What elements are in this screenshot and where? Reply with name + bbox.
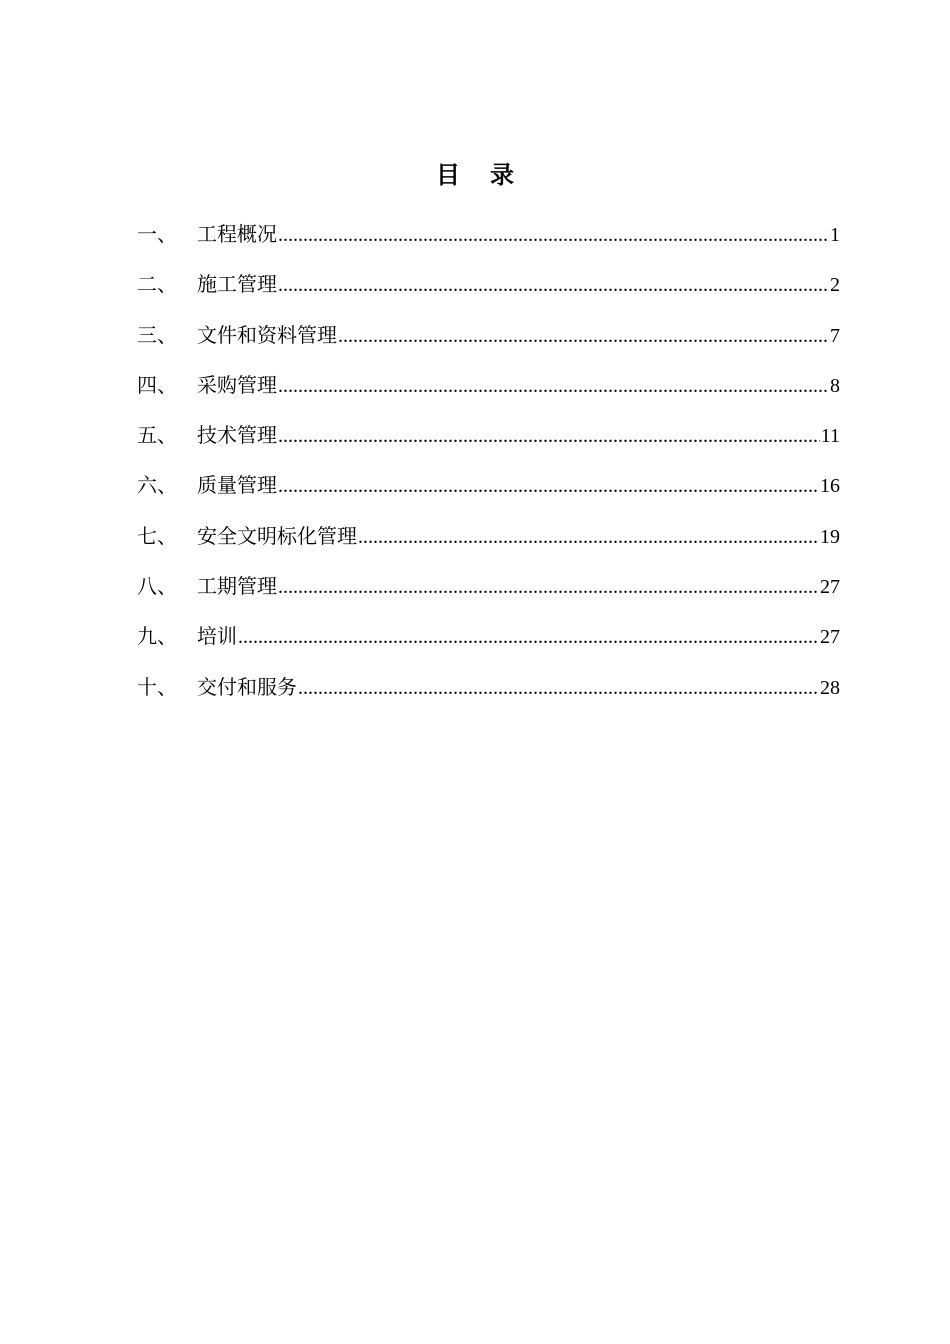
toc-entry-title: 质量管理 bbox=[197, 475, 277, 498]
toc-entry-8[interactable] bbox=[137, 570, 840, 620]
toc-list bbox=[137, 218, 840, 721]
toc-title-char-1: 目 bbox=[436, 163, 460, 189]
toc-entry-number: 五、 bbox=[137, 425, 177, 448]
toc-entry-number: 二、 bbox=[137, 274, 177, 297]
toc-title bbox=[0, 158, 950, 194]
toc-entry-page: 27 bbox=[820, 576, 840, 599]
toc-entry-number: 九、 bbox=[137, 626, 177, 649]
toc-entry-7[interactable] bbox=[137, 520, 840, 570]
toc-entry-page: 11 bbox=[820, 425, 840, 448]
toc-entry-page: 19 bbox=[820, 525, 840, 548]
toc-entry-title: 培训 bbox=[197, 626, 237, 649]
toc-entry-9[interactable] bbox=[137, 620, 840, 670]
toc-entry-2[interactable] bbox=[137, 268, 840, 318]
toc-entry-1[interactable] bbox=[137, 218, 840, 268]
toc-entry-page: 1 bbox=[830, 224, 840, 246]
toc-entry-page: 16 bbox=[820, 475, 840, 498]
toc-entry-number: 七、 bbox=[137, 525, 177, 548]
toc-entry-number: 八、 bbox=[137, 576, 177, 599]
toc-dot-leader bbox=[278, 570, 819, 604]
toc-entry-title: 交付和服务 bbox=[197, 676, 297, 699]
toc-title-char-2: 录 bbox=[490, 163, 514, 189]
toc-entry-title: 工程概况 bbox=[197, 224, 277, 246]
toc-entry-title: 技术管理 bbox=[197, 425, 277, 448]
toc-dot-leader bbox=[278, 469, 819, 503]
toc-entry-page: 7 bbox=[830, 324, 840, 347]
toc-entry-number: 十、 bbox=[137, 676, 177, 699]
toc-entry-page: 28 bbox=[820, 676, 840, 699]
toc-entry-title: 采购管理 bbox=[197, 374, 277, 397]
toc-entry-number: 四、 bbox=[137, 374, 177, 397]
toc-entry-title: 文件和资料管理 bbox=[197, 324, 337, 347]
toc-entry-5[interactable] bbox=[137, 419, 840, 469]
toc-dot-leader bbox=[278, 268, 829, 302]
toc-entry-4[interactable] bbox=[137, 369, 840, 419]
toc-entry-title: 施工管理 bbox=[197, 274, 277, 297]
toc-entry-page: 2 bbox=[830, 274, 840, 297]
toc-entry-10[interactable] bbox=[137, 671, 840, 721]
toc-entry-page: 27 bbox=[820, 626, 840, 649]
toc-dot-leader bbox=[278, 369, 829, 403]
toc-dot-leader bbox=[278, 218, 829, 252]
toc-entry-6[interactable] bbox=[137, 469, 840, 519]
toc-dot-leader bbox=[338, 319, 829, 353]
toc-dot-leader bbox=[358, 520, 819, 554]
toc-dot-leader bbox=[238, 620, 819, 654]
toc-entry-number: 六、 bbox=[137, 475, 177, 498]
toc-entry-title: 安全文明标化管理 bbox=[197, 525, 357, 548]
toc-entry-number: 三、 bbox=[137, 324, 177, 347]
toc-dot-leader bbox=[278, 419, 820, 453]
toc-dot-leader bbox=[298, 671, 819, 705]
toc-entry-title: 工期管理 bbox=[197, 576, 277, 599]
toc-entry-number: 一、 bbox=[137, 224, 177, 246]
toc-entry-page: 8 bbox=[830, 374, 840, 397]
toc-entry-3[interactable] bbox=[137, 319, 840, 369]
